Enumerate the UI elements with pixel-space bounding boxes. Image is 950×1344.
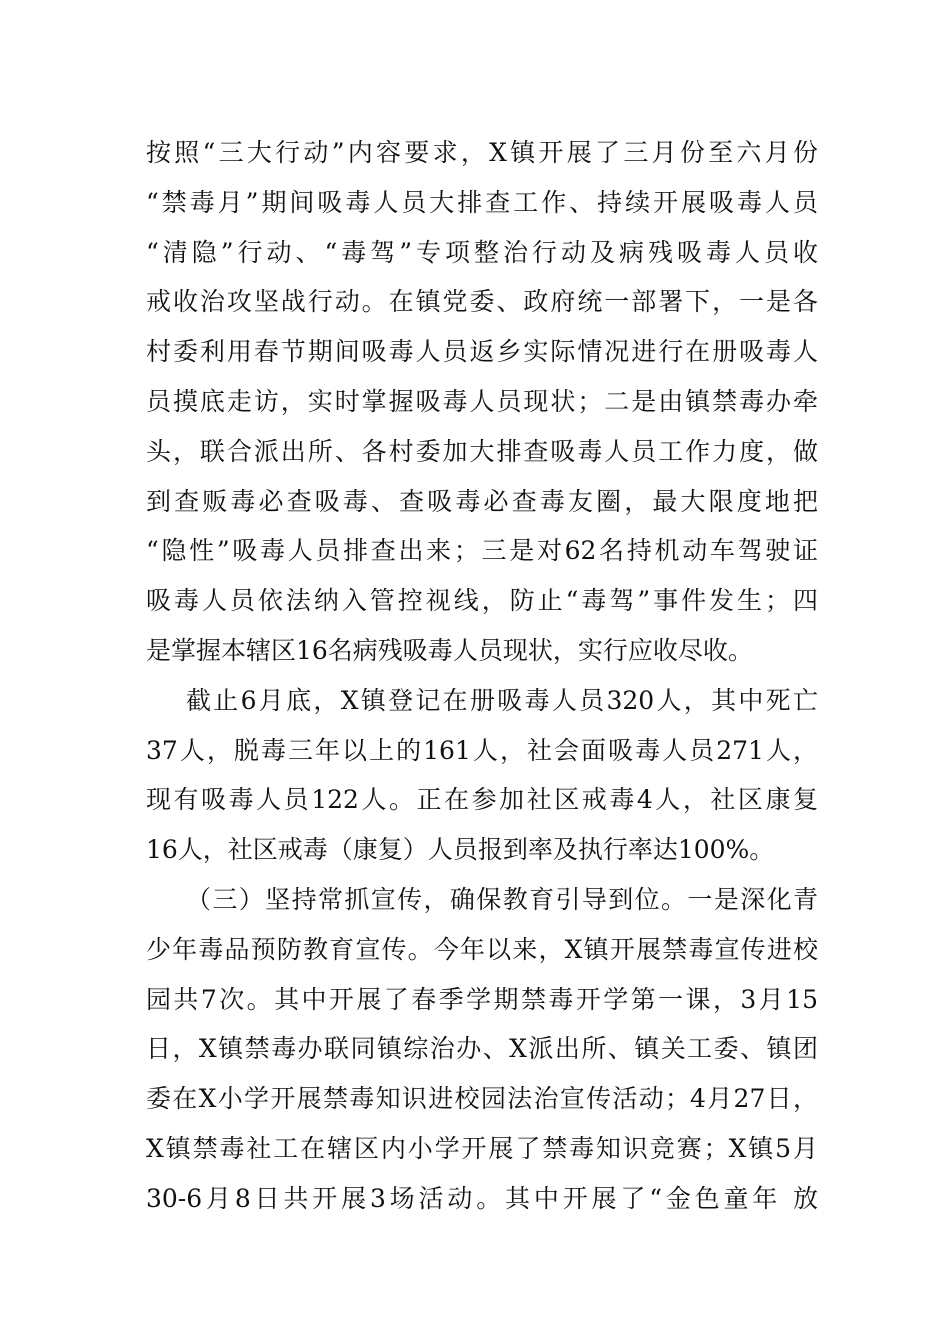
text-line: 现有吸毒人员122人。正在参加社区戒毒4人，社区康复 [146,785,818,815]
text-line: “隐性”吸毒人员排查出来；三是对62名持机动车驾驶证 [146,536,818,566]
text-line: 员摸底走访，实时掌握吸毒人员现状；二是由镇禁毒办牵 [146,386,818,416]
text-line: 37人，脱毒三年以上的161人，社会面吸毒人员271人， [146,735,818,765]
text-line: 截止6月底，X镇登记在册吸毒人员320人，其中死亡 [186,685,818,715]
text-line: 吸毒人员依法纳入管控视线，防止“毒驾”事件发生；四 [146,586,818,616]
text-line: 日，X镇禁毒办联同镇综治办、X派出所、镇关工委、镇团 [146,1034,818,1064]
text-line: 到查贩毒必查吸毒、查吸毒必查毒友圈，最大限度地把 [146,486,818,516]
text-line: 少年毒品预防教育宣传。今年以来，X镇开展禁毒宣传进校 [146,934,818,964]
text-line: 委在X小学开展禁毒知识进校园法治宣传活动；4月27日， [146,1084,818,1114]
text-line: （三）坚持常抓宣传，确保教育引导到位。一是深化青 [186,884,818,914]
text-line: 16人，社区戒毒（康复）人员报到率及执行率达100%。 [146,835,775,865]
text-line: 按照“三大行动”内容要求，X镇开展了三月份至六月份 [146,138,818,167]
text-line: 园共7次。其中开展了春季学期禁毒开学第一课，3月15 [146,984,818,1014]
text-line: “禁毒月”期间吸毒人员大排查工作、持续开展吸毒人员 [146,187,818,217]
text-line: “清隐”行动、“毒驾”专项整治行动及病残吸毒人员收 [146,237,818,267]
text-line: 30-6月8日共开展3场活动。其中开展了“金色童年 放 [146,1183,818,1213]
body-text [146,128,818,1224]
text-line: X镇禁毒社工在辖区内小学开展了禁毒知识竞赛；X镇5月 [146,1133,818,1163]
text-line: 村委利用春节期间吸毒人员返乡实际情况进行在册吸毒人 [146,337,818,367]
text-line: 是掌握本辖区16名病残吸毒人员现状，实行应收尽收。 [146,635,753,665]
text-line: 戒收治攻坚战行动。在镇党委、政府统一部署下，一是各 [146,287,818,317]
text-line: 头，联合派出所、各村委加大排查吸毒人员工作力度，做 [146,436,818,466]
